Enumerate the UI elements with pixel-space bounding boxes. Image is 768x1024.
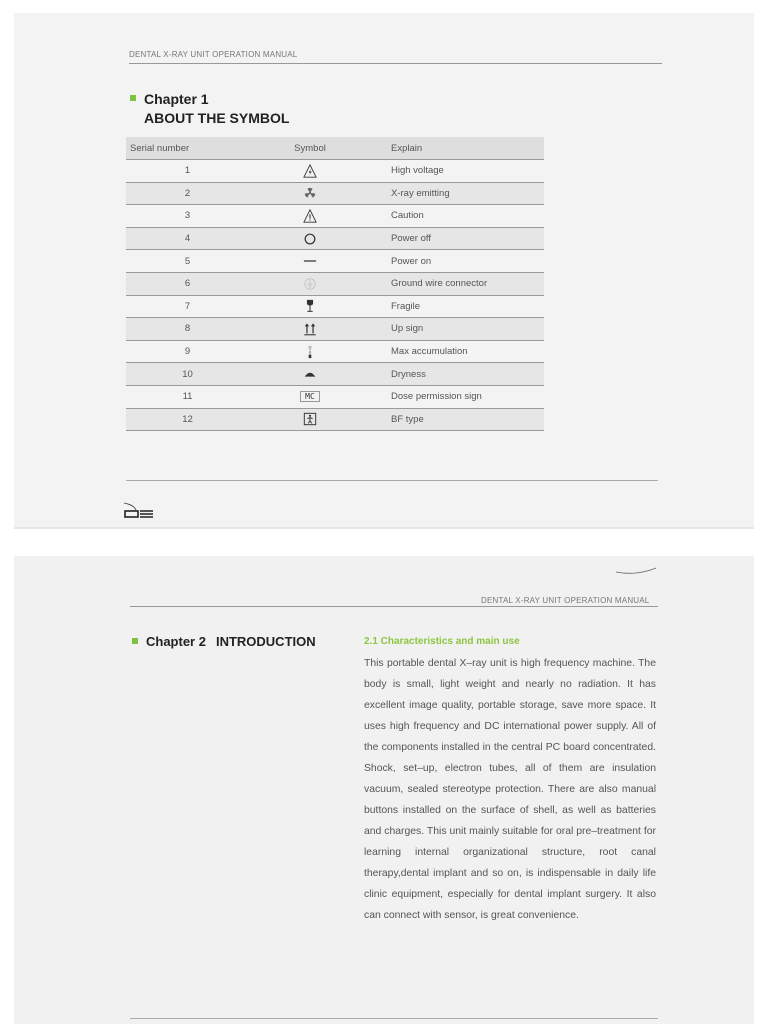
table-row bbox=[126, 340, 544, 363]
chapter-title: INTRODUCTION bbox=[215, 634, 316, 649]
chapter-heading bbox=[132, 634, 316, 649]
header-rule bbox=[130, 606, 658, 607]
ground-icon bbox=[303, 277, 317, 291]
symbol-explain: Fragile bbox=[371, 295, 544, 318]
symbol-explain: Caution bbox=[371, 205, 544, 228]
section-title: 2.1 Characteristics and main use bbox=[364, 636, 520, 647]
symbol-explain: X-ray emitting bbox=[371, 182, 544, 205]
table-row bbox=[126, 295, 544, 318]
serial-number: 2 bbox=[126, 182, 249, 205]
running-header: DENTAL X-RAY UNIT OPERATION MANUAL bbox=[129, 50, 298, 59]
table-row bbox=[126, 160, 544, 183]
symbol-explain: Power off bbox=[371, 227, 544, 250]
symbol-explain: Dose permission sign bbox=[371, 385, 544, 408]
chapter-label: Chapter 1 bbox=[144, 91, 209, 107]
symbol-explain: Max accumulation bbox=[371, 340, 544, 363]
radiation-icon bbox=[303, 186, 317, 200]
serial-number: 5 bbox=[126, 250, 249, 273]
manual-page-2 bbox=[14, 556, 754, 1024]
symbol-table bbox=[126, 137, 544, 431]
running-header: DENTAL X-RAY UNIT OPERATION MANUAL bbox=[481, 596, 650, 605]
table-row bbox=[126, 250, 544, 273]
serial-number: 4 bbox=[126, 227, 249, 250]
symbol-explain: Dryness bbox=[371, 363, 544, 386]
table-row bbox=[126, 385, 544, 408]
serial-number: 1 bbox=[126, 160, 249, 183]
column-header: Serial number bbox=[126, 137, 249, 160]
power-off-icon bbox=[303, 232, 317, 246]
chapter-title: ABOUT THE SYMBOL bbox=[144, 110, 290, 126]
symbol-explain: Up sign bbox=[371, 318, 544, 341]
dryness-icon bbox=[303, 367, 317, 381]
table-row bbox=[126, 272, 544, 295]
table-row bbox=[126, 408, 544, 431]
table-row bbox=[126, 182, 544, 205]
column-header: Symbol bbox=[249, 137, 371, 160]
page-number-icon bbox=[124, 501, 158, 519]
chapter-label: Chapter 2 bbox=[146, 634, 206, 649]
symbol-explain: Ground wire connector bbox=[371, 272, 544, 295]
chapter-heading bbox=[130, 90, 289, 128]
header-rule bbox=[129, 63, 662, 64]
high-voltage-icon bbox=[303, 164, 317, 178]
serial-number: 7 bbox=[126, 295, 249, 318]
table-row bbox=[126, 318, 544, 341]
table-row bbox=[126, 363, 544, 386]
table-row bbox=[126, 227, 544, 250]
footer-rule bbox=[130, 1018, 658, 1019]
serial-number: 12 bbox=[126, 408, 249, 431]
manual-page-1 bbox=[14, 13, 754, 529]
max-accumulation-icon bbox=[303, 345, 317, 359]
section-body: This portable dental X–ray unit is high frequency machine. The body is small, light weight and nearly no radiation. It has excellent image quality, portable storage, save more space. It uses high frequency and DC international power supply. All of the components installed in the central PC board concentrated. Shock, set–up, electron tubes, all of them are insulation vacuum, sealed stereotype protection. There are also manual buttons installed on the surface of shell, as well as batteries and charges. This unit mainly suitable for oral pre–treatment for learning internal organizational structure, root canal therapy,dental implant and so on, is indispensable in daily life clinic equipment, especially for dental implant surgery. It also can connect with sensor, is great convenience. bbox=[364, 658, 656, 921]
symbol-explain: BF type bbox=[371, 408, 544, 431]
caution-icon bbox=[303, 209, 317, 223]
serial-number: 11 bbox=[126, 385, 249, 408]
symbol-explain: Power on bbox=[371, 250, 544, 273]
serial-number: 3 bbox=[126, 205, 249, 228]
bullet-icon bbox=[130, 95, 136, 101]
bf-type-icon bbox=[303, 412, 317, 426]
footer-rule bbox=[126, 480, 658, 481]
serial-number: 6 bbox=[126, 272, 249, 295]
serial-number: 9 bbox=[126, 340, 249, 363]
serial-number: 10 bbox=[126, 363, 249, 386]
table-row bbox=[126, 205, 544, 228]
mc-symbol: MC bbox=[300, 391, 320, 402]
page-curl-mark bbox=[614, 564, 658, 576]
up-sign-icon bbox=[303, 322, 317, 336]
fragile-icon bbox=[303, 299, 317, 313]
bullet-icon bbox=[132, 638, 138, 644]
serial-number: 8 bbox=[126, 318, 249, 341]
table-header-row bbox=[126, 137, 544, 160]
symbol-explain: High voltage bbox=[371, 160, 544, 183]
column-header: Explain bbox=[371, 137, 544, 160]
power-on-icon bbox=[303, 254, 317, 268]
